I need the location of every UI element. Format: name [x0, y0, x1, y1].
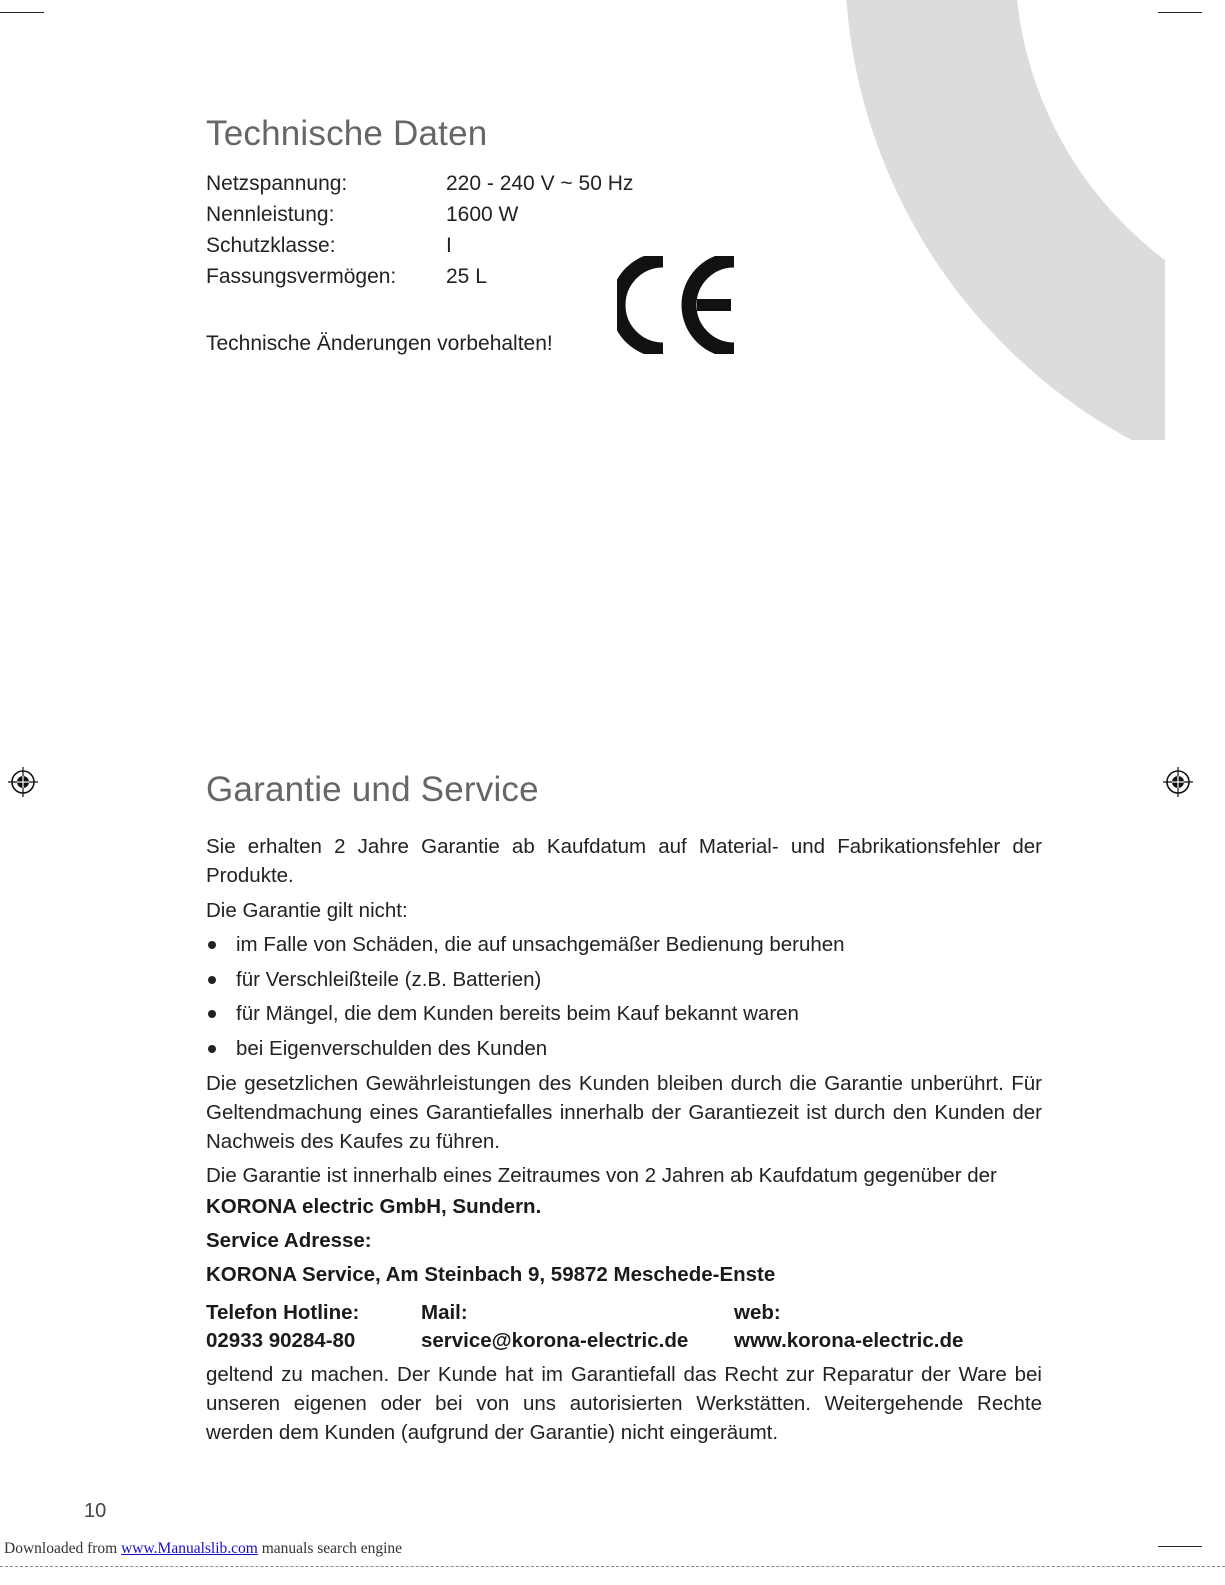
page-number: 10 [84, 1500, 107, 1522]
mail-address: service@korona-electric.de [421, 1329, 689, 1352]
bullet-icon [208, 976, 216, 984]
download-footer [4, 1540, 402, 1558]
spec-label: Schutzklasse: [206, 234, 336, 257]
spec-value: I [446, 234, 452, 257]
spec-label: Fassungsvermögen: [206, 265, 397, 288]
technical-changes-note: Technische Änderungen vorbehalten! [206, 332, 553, 355]
crop-mark-bottom-right [1158, 1546, 1202, 1547]
registration-mark-left-icon [8, 767, 38, 797]
crop-mark-top-right [1158, 12, 1202, 13]
web-label: web: [734, 1301, 781, 1324]
spec-label: Nennleistung: [206, 203, 335, 226]
bullet-icon [208, 941, 216, 949]
service-address-label: Service Adresse: [206, 1229, 372, 1252]
registration-mark-right-icon [1163, 767, 1193, 797]
crop-mark-top-left [0, 12, 44, 13]
mail-label: Mail: [421, 1301, 468, 1324]
ce-mark-icon [617, 256, 739, 354]
warranty-exclusions-list [206, 930, 845, 1068]
manualslib-link[interactable]: www.Manualslib.com [121, 1540, 258, 1557]
warranty-not-valid: Die Garantie gilt nicht: [206, 899, 408, 922]
contact-web [734, 1299, 963, 1355]
bullet-icon [208, 1045, 216, 1053]
footer-suffix: manuals search engine [257, 1540, 403, 1557]
phone-label: Telefon Hotline: [206, 1301, 360, 1324]
warranty-intro: Sie erhalten 2 Jahre Garantie ab Kaufdatum auf Material- und Fabrikationsfehler der Produkte. [206, 835, 1042, 887]
list-item: im Falle von Schäden, die auf unsachgemäßer Bedienung beruhen [206, 930, 845, 965]
spec-value: 25 L [446, 265, 487, 288]
phone-number: 02933 90284-80 [206, 1329, 356, 1352]
contact-mail [421, 1299, 688, 1355]
list-item: für Verschleißteile (z.B. Batterien) [206, 965, 845, 1000]
bullet-icon [208, 1010, 216, 1018]
contact-phone [206, 1299, 359, 1355]
spec-value: 1600 W [446, 203, 519, 226]
list-item: bei Eigenverschulden des Kunden [206, 1034, 845, 1069]
list-item: für Mängel, die dem Kunden bereits beim Kauf bekannt waren [206, 999, 845, 1034]
section-title-technical-data: Technische Daten [206, 114, 488, 153]
company-name: KORONA electric GmbH, Sundern. [206, 1195, 542, 1218]
web-address: www.korona-electric.de [734, 1329, 964, 1352]
warranty-legal-text: Die gesetzlichen Gewährleistungen des Kunden bleiben durch die Garantie unberührt. Für Geltendmachung eines Garantiefalles innerhalb der Garantiezeit ist durch den Kunden der Nachweis des Kaufes zu führen. [206, 1072, 1042, 1153]
service-address: KORONA Service, Am Steinbach 9, 59872 Meschede-Enste [206, 1263, 776, 1286]
spec-label: Netzspannung: [206, 172, 348, 195]
warranty-period-text: Die Garantie ist innerhalb eines Zeitraumes von 2 Jahren ab Kaufdatum gegenüber der [206, 1164, 997, 1187]
footer-prefix: Downloaded from [4, 1540, 122, 1557]
section-title-warranty: Garantie und Service [206, 770, 539, 809]
warranty-closing-text: geltend zu machen. Der Kunde hat im Garantiefall das Recht zur Reparatur der Ware bei unseren eigenen oder bei von uns autorisierten Werkstätten. Weitergehende Rechte werden dem Kunden (aufgrund der Garantie) nicht eingeräumt. [206, 1363, 1042, 1444]
spec-value: 220 - 240 V ~ 50 Hz [446, 172, 634, 195]
footer-divider [0, 1566, 1225, 1567]
